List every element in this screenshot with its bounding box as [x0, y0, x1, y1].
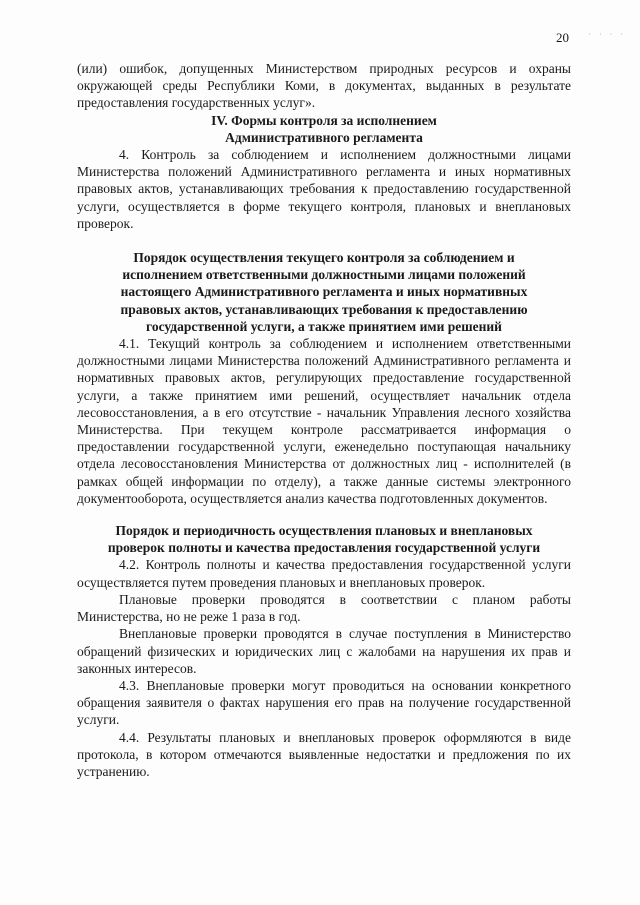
paragraph-4-2: 4.2. Контроль полноты и качества предоставления государственной услуги осуществляется путем проведения плановых и внеплановых проверок. [77, 557, 571, 590]
paragraph-4-3: 4.3. Внеплановые проверки могут проводиться на основании конкретного обращения заявителя о фактах нарушения его прав на получение государственной услуги. [77, 677, 571, 728]
current-control-heading-line4: правовых актов, устанавливающих требования к предоставлению [120, 301, 528, 317]
section-iv-heading-line1: IV. Формы контроля за исполнением [211, 112, 437, 128]
spacer [77, 507, 571, 522]
paragraph-planned-inspections: Плановые проверки проводятся в соответствии с планом работы Министерства, но не реже 1 раза в год. [77, 591, 571, 625]
inspections-heading-line1: Порядок и периодичность осуществления плановых и внеплановых [115, 523, 533, 539]
section-iv-heading-line2: Административного регламента [225, 129, 423, 145]
current-control-heading-line2: исполнением ответственными должностными лицами положений [122, 267, 526, 283]
current-control-heading-line3: настоящего Административного регламента и иных нормативных [120, 284, 528, 300]
inspections-heading-line2: проверок полноты и качества предоставления государственной услуги [107, 540, 541, 556]
paragraph-unplanned-inspections: Внеплановые проверки проводятся в случае поступления в Министерство обращений физических и юридических лиц с жалобами на нарушения их прав и законных интересов. [77, 626, 571, 676]
spacer [77, 232, 571, 249]
paragraph-4-1: 4.1. Текущий контроль за соблюдением и исполнением ответственными должностными лицами Министерства положений Административного регламента и нормативных правовых актов, регулирующих предоставление государственной услуги, а также принятием ими решений, осуществляет начальник отдела лесовосстановления, а в его отсутствие - начальник Управления лесного хозяйства Министерства. При текущем контроле рассматривается информация о предоставлении государственной услуги, еженедельно поступающая начальнику отдела лесовосстановления Министерства от должностных лиц - исполнителей (в рамках общей информации по отделу), а также данные системы электронного документооборота, осуществляется анализ качества подготовленных документов. [77, 336, 571, 506]
paragraph-4: 4. Контроль за соблюдением и исполнением должностными лицами Министерства положений Административного регламента и иных нормативных правовых актов, устанавливающих требования к предоставлению государственной услуги, осуществляется в форме текущего контроля, плановых и внеплановых проверок. [77, 147, 571, 231]
intro-paragraph: (или) ошибок, допущенных Министерством природных ресурсов и охраны окружающей среды Республики Коми, в документах, выданных в результате предоставления государственных услуг». [77, 61, 571, 111]
paragraph-4-4: 4.4. Результаты плановых и внеплановых проверок оформляются в виде протокола, в котором отмечаются выявленные недостатки и предложения по их устранению. [77, 729, 571, 779]
current-control-heading-line5: государственной услуги, а также принятием ими решений [146, 318, 502, 334]
scan-artifact-dots: · · · · [588, 30, 626, 39]
current-control-heading-line1: Порядок осуществления текущего контроля за соблюдением и [133, 250, 515, 266]
page-number: 20 [556, 30, 569, 45]
document-body [77, 60, 571, 780]
